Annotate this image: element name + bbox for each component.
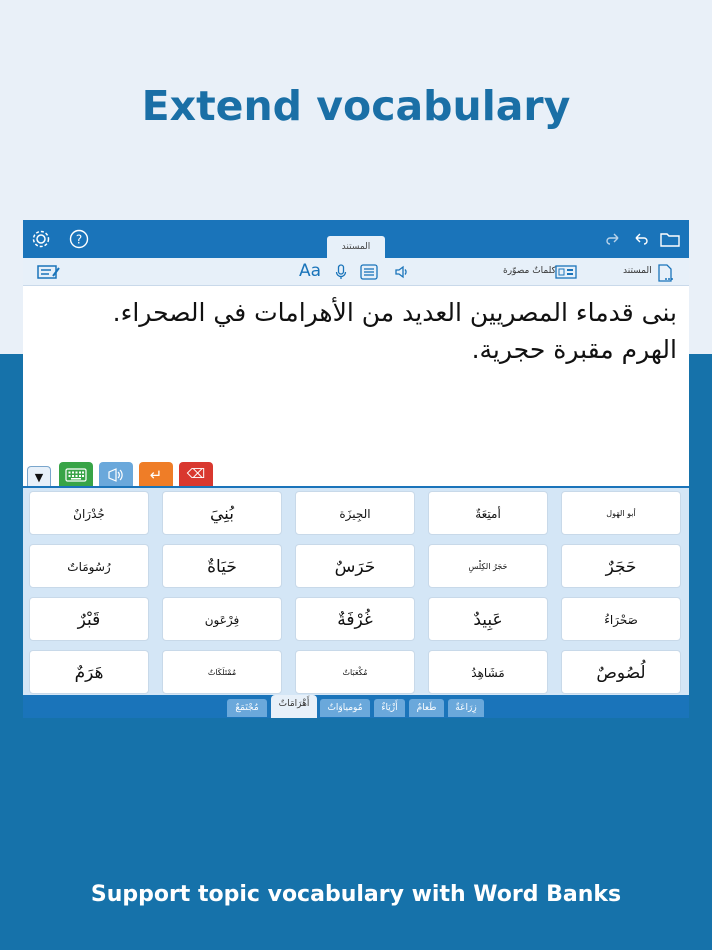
word-button[interactable]: حَجَرُ الكِلْسِ <box>428 544 548 588</box>
enter-button[interactable] <box>139 462 173 488</box>
word-button[interactable]: فِرْعَون <box>162 597 282 641</box>
category-bar <box>23 695 689 718</box>
word-button[interactable]: لُصُوصٌ <box>561 650 681 694</box>
word-button[interactable]: أبو الهَول <box>561 491 681 535</box>
toolbar <box>23 258 689 286</box>
undo-icon[interactable] <box>631 229 651 249</box>
word-banks-icon[interactable] <box>555 264 577 284</box>
delete-button[interactable] <box>179 462 213 488</box>
category-tab-society[interactable]: مُجْتَمَعٌ <box>227 699 267 717</box>
word-bank-grid <box>23 486 689 695</box>
tab-document[interactable]: المستند <box>327 236 385 258</box>
word-button[interactable]: صَحْرَاءُ <box>561 597 681 641</box>
word-button[interactable]: مُكْعَبَاتٌ <box>295 650 415 694</box>
gear-icon[interactable] <box>31 229 51 249</box>
triangle-down-icon: ▼ <box>34 471 44 484</box>
keyboard-icon <box>65 467 87 482</box>
delete-icon: ⌫ <box>186 467 206 482</box>
hero-caption: Support topic vocabulary with Word Banks <box>90 882 622 907</box>
category-tab-mummies[interactable]: مُومياوَاتٌ <box>320 699 370 717</box>
word-button[interactable]: غُرْفَةٌ <box>295 597 415 641</box>
word-button[interactable]: مَشَاهِدُ <box>428 650 548 694</box>
word-button[interactable]: حَجَرٌ <box>561 544 681 588</box>
document-text[interactable]: بنى قدماء المصريين العديد من الأهرامات في الصحراء. الهرم مقبرة حجرية. <box>112 298 677 364</box>
category-tab-food[interactable]: طَعامٌ <box>409 699 444 717</box>
speak-icon <box>106 467 126 482</box>
word-button[interactable]: عَبِيدٌ <box>428 597 548 641</box>
svg-text:?: ? <box>75 232 83 247</box>
font-size-button[interactable]: Aa <box>299 261 322 281</box>
folder-icon[interactable] <box>659 229 681 249</box>
word-button[interactable]: رُسُومَاتٌ <box>29 544 149 588</box>
category-tab-fashion[interactable]: أَزْيَاءٌ <box>374 699 405 717</box>
document-icon[interactable] <box>657 264 675 286</box>
keyboard-tabs <box>23 460 689 488</box>
help-icon[interactable] <box>69 229 89 249</box>
enter-icon: ↵ <box>149 466 163 484</box>
microphone-icon[interactable] <box>335 264 347 284</box>
document-editor[interactable] <box>23 286 689 471</box>
word-button[interactable]: الجِيزَة <box>295 491 415 535</box>
category-tab-agriculture[interactable]: زِرَاعَةٌ <box>448 699 484 717</box>
word-button[interactable]: حَيَاةٌ <box>162 544 282 588</box>
redo-icon[interactable] <box>603 229 623 249</box>
word-banks-label[interactable]: كلماتٌ مصوّرة <box>503 266 556 276</box>
word-button[interactable]: مُمْتَلَكَاتٌ <box>162 650 282 694</box>
text-layout-icon[interactable] <box>360 264 378 284</box>
document-label[interactable]: المستند <box>623 266 652 276</box>
edit-list-icon[interactable] <box>37 264 61 284</box>
speaker-icon[interactable] <box>394 264 410 284</box>
keyboard-button[interactable] <box>59 462 93 488</box>
speak-button[interactable] <box>99 462 133 488</box>
word-button[interactable]: أمتِعَةٌ <box>428 491 548 535</box>
word-button[interactable]: بُنِيَ <box>162 491 282 535</box>
word-button[interactable]: حَرَسٌ <box>295 544 415 588</box>
word-button[interactable]: هَرَمٌ <box>29 650 149 694</box>
word-button[interactable]: قَبْرٌ <box>29 597 149 641</box>
category-tab-pyramids[interactable]: أَهْرَامَاتٌ <box>271 695 317 718</box>
collapse-button[interactable] <box>27 466 51 488</box>
word-button[interactable]: جُدْرَانٌ <box>29 491 149 535</box>
title-bar <box>23 220 689 258</box>
hero-title: Extend vocabulary <box>141 82 571 130</box>
app-window <box>23 220 689 718</box>
